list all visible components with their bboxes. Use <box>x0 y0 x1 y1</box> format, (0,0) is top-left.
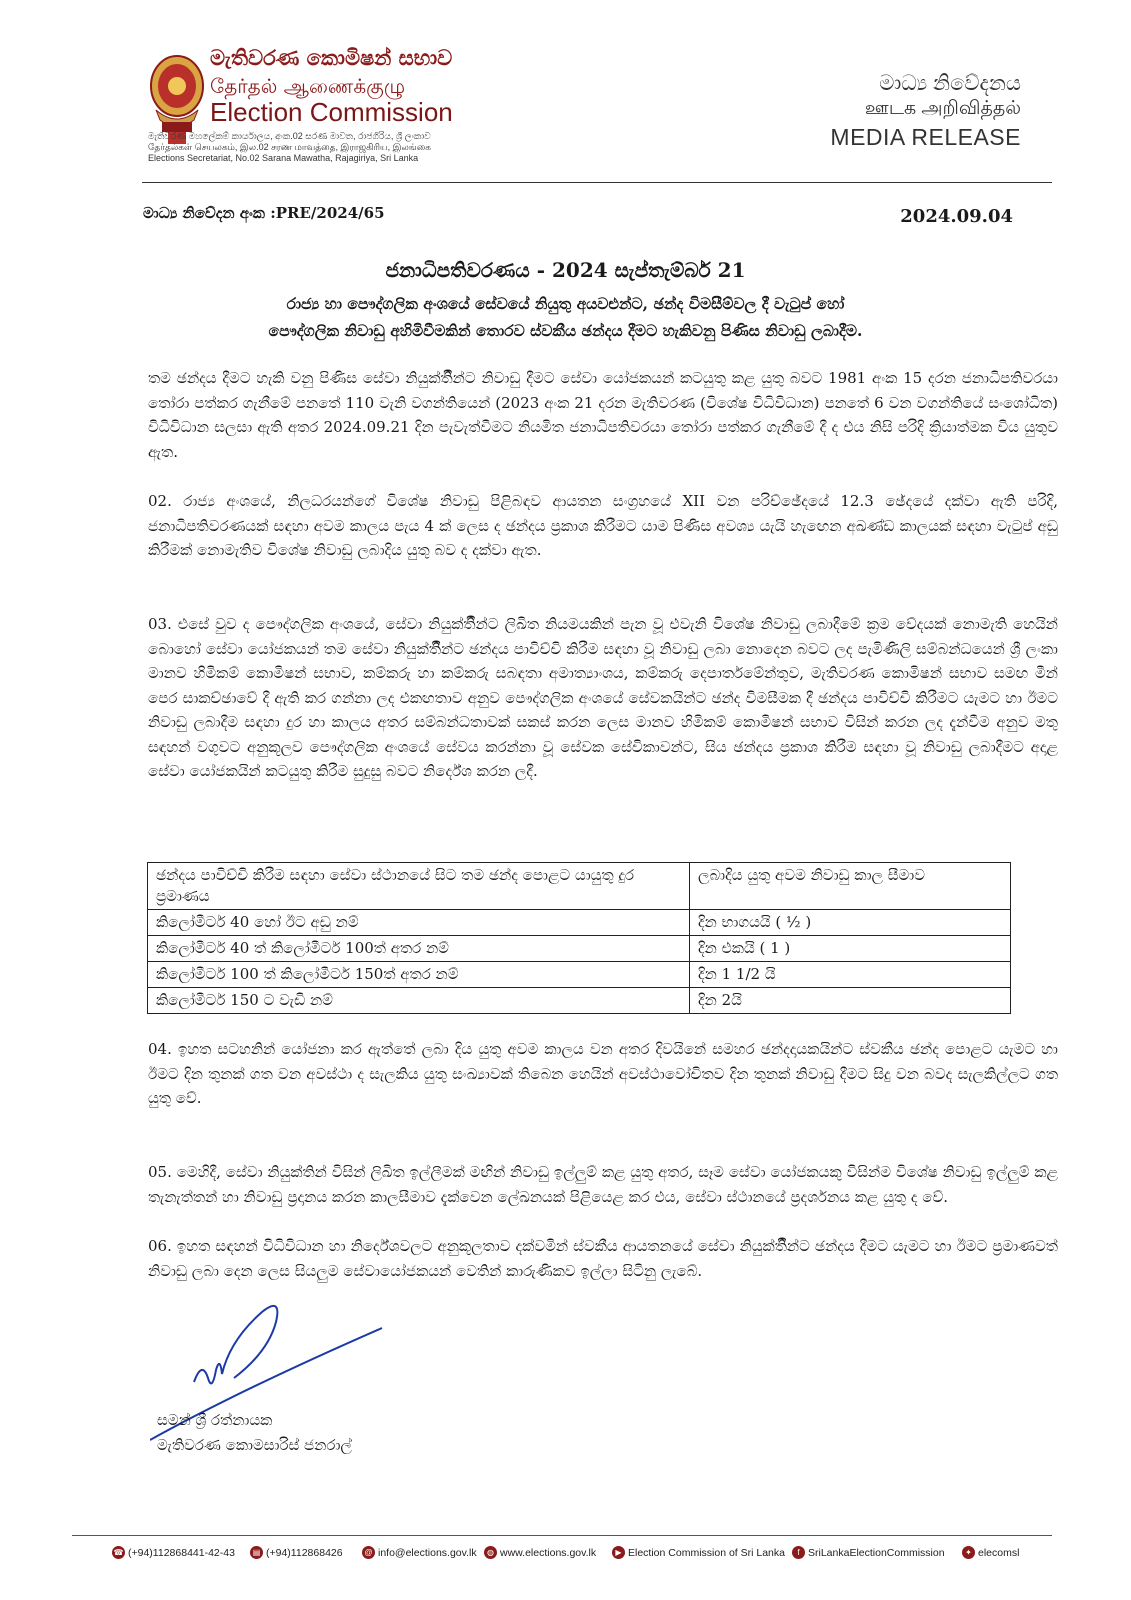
org-name-tamil: தேர்தல் ஆணைக்குழு <box>210 74 406 98</box>
footer-facebook[interactable] <box>792 1546 945 1559</box>
table-header-leave: ලබාදිය යුතු අවම නිවාඩු කාල සීමාව <box>690 863 1011 910</box>
footer-twitter[interactable] <box>962 1546 1019 1559</box>
footer-email[interactable] <box>362 1546 477 1559</box>
table-cell-leave: දින භාගයයි ( ½ ) <box>690 910 1011 936</box>
footer-fax[interactable] <box>250 1546 343 1559</box>
document-title: ජනාධිපතිවරණය - 2024 සැප්තැම්බර් 21 <box>385 258 746 282</box>
address-english: Elections Secretariat, No.02 Sarana Mawatha, Rajagiriya, Sri Lanka <box>148 153 419 163</box>
media-release-sinhala: මාධ්‍ය නිවේදනය <box>879 72 1021 95</box>
paragraph-3: 03. එසේ වුව ද පෞද්ගලික අංශයේ, සේවා නියුක්තිින්ට ලිඛිත නියමයකින් පැන වූ එවැනි විශේෂ නිවාඩු ලබාදීමේ ක්‍රම වේදයක් නොමැති හෙයින් බොහෝ සේවා යෝජකයන් තම සේවා නියුක්තිින්ට ඡන්දය පාවිච්චි කිරීම සඳහා වූ නිවාඩු ලබා නොදෙන බවට ලද පැමිණිලි සම්බන්ධයෙන් ශ්‍රී ලංකා මානව හිමිකම් කොමිෂන් සභාව, කම්කරු හා කම්කරු සබඳතා අමාත්‍යාංශය, කම්කරු දෙපාර්තමේන්තුව, මැතිවරණ කොමිෂන් සභාව සමඟ මීන් පෙර සාකච්ඡාවේ දී ඇති කර ගන්නා ලද එකඟතාව අනුව පෞද්ගලික අංශයේ සේවකයින්ට ඡන්ද විමසීමක දී ඡන්දය පාවිච්චි කිරීමට යැමට හා ඊමට නිවාඩු ලබාදීම සඳහා දුර හා කාලය අතර සම්බන්ධතාවක් සකස් කරන ලෙස මානව හිමිකම් කොමිෂන් සභාව විසින් කරන ලද දැන්වීම අනුව මතු සඳහන් වගුවට අනුකූලව පෞද්ගලික අංශයේ සේවය කරන්නා වූ සේවක සේවිකාවන්ට, සිය ඡන්දය ප්‍රකාශ කිරීම සඳහා වූ නිවාඩු ලබාදීමට අදාළ සේවා යෝජකයින් කටයුතු කිරීම සුදුසු බවට නිර්දේශ කරන ලදී. <box>148 615 1058 780</box>
twitter-icon: ✦ <box>962 1546 975 1559</box>
letterhead <box>0 0 1131 190</box>
media-release-tamil: ஊடக அறிவித்தல் <box>864 98 1021 119</box>
org-name-sinhala: මැතිවරණ කොමිෂන් සභාව <box>210 46 453 70</box>
footer-fax-text: (+94)112868426 <box>266 1546 343 1559</box>
paragraph-6: 06. ඉහත සඳහන් විධිවිධාන හා නිර්දේශවලට අනුකූලතාව දක්වමින් ස්වකීය ආයතනයේ සේවා නියුක්තිින්ට ඡන්දය දීමට යැමට හා ඊමට ප්‍රමාණවත් නිවාඩු ලබා දෙන ලෙස සියලුම සේවායෝජකයන් වෙතින් කාරුණිකව ඉල්ලා සිටිනු ලැබේ. <box>148 1237 1058 1280</box>
table-cell-leave: දින එකයි ( 1 ) <box>690 936 1011 962</box>
leave-distance-table <box>147 862 1011 1014</box>
reference-line <box>143 204 1013 227</box>
address-tamil: தேர்தல்கள் செயலகம், இல.02 சரண மாவத்தை, இராஜகிரிய, இலங்கை <box>148 142 432 152</box>
table-row <box>148 988 1011 1014</box>
footer-phone-text: (+94)112868441-42-43 <box>128 1546 235 1559</box>
table-cell-leave: දින 2යි <box>690 988 1011 1014</box>
paragraph-4: 04. ඉහත සටහනින් යෝජනා කර ඇත්තේ ලබා දිය යුතු අවම කාලය වන අතර දිවයිනේ සමහර ඡන්දදායකයින්ට ස්වකීය ඡන්ද පොළට යැමට හා ඊමට දින තුනක් ගත වන අවස්ථා ද සැලකිය යුතු සංඛ්‍යාවක් තිබෙන හෙයින් අවස්ථාවෝචිතව දින තුනක් නිවාඩු දීමට සිදු වන බවද සැලකිල්ලට ගත යුතු වේ. <box>148 1040 1058 1107</box>
footer-website[interactable] <box>484 1546 596 1559</box>
paragraph-5: 05. මෙහිදී, සේවා නියුක්තින් විසින් ලිඛිත ඉල්ලීමක් මඟින් නිවාඩු ඉල්ලුම් කළ යුතු අතර, සෑම සේවා යෝජකයකු විසින්ම විශේෂ නිවාඩු ඉල්ලුම් කළ තැනැත්තන් හා නිවාඩු ප්‍රදානය කරන කාලසීමාව දැක්වෙන ලේඛනයක් පිළියෙළ කර එය, සේවා ස්ථානයේ ප්‍රදර්ශනය කළ යුතු ද වේ. <box>148 1163 1058 1206</box>
footer-twitter-text: elecomsl <box>978 1546 1020 1559</box>
release-date: 2024.09.04 <box>900 206 1013 227</box>
document-subtitle-line1: රාජ්‍ය හා පෞද්ගලික අංශයේ සේවයේ නියුතු අයවළුන්ට, ඡන්ද විමසීම්වල දී වැටුප් හෝ <box>286 294 845 313</box>
table-row <box>148 936 1011 962</box>
table-cell-distance: කිලෝමීටර් 40 ත් කිලෝමීටර් 100ත් අතර නම් <box>148 936 690 962</box>
signer-name: සමන් ශ්‍රී රත්නායක <box>157 1411 273 1429</box>
table-cell-distance: කිලෝමීටර් 40 හෝ ඊට අඩු නම් <box>148 910 690 936</box>
phone-icon: ☎ <box>113 1548 124 1557</box>
table-row <box>148 962 1011 988</box>
address-sinhala: මැතිවරණ මහලේකම් කාර්යාලය, අංක.02 සරණ මාවත, රාජගිරිය, ශ්‍රී ලංකාව <box>148 131 431 141</box>
paragraph-2: 02. රාජ්‍ය අංශයේ, නිලධරයන්ගේ විශේෂ නිවාඩු පිළිබඳව ආයතන සංග්‍රහයේ XII වන පරිච්ඡේදයේ 12.3 ඡේදයේ දක්වා ඇති පරිදි, ජනාධිපතිවරණයක් සඳහා අවම කාලය පැය 4 ක් ලෙස ද ඡන්දය ප්‍රකාශ කිරීමට යාම පිණිස අවශ්‍ය යැයි හැඟෙන අඛණ්ඩ කාලයක් සඳහා වැටුප් අඩු කිරීමක් නොමැතිව විශේෂ නිවාඩු ලබාදිය යුතු බව ද දක්වා ඇත. <box>148 492 1058 559</box>
table-header-distance: ඡන්දය පාවිච්චි කිරීම සඳහා සේවා ස්ථානයේ සිට තම ඡන්ද පොළට යායුතු දුර ප්‍රමාණය <box>148 863 690 910</box>
table-cell-distance: කිලෝමීටර් 150 ට වැඩි නම් <box>148 988 690 1014</box>
facebook-icon: f <box>792 1546 805 1559</box>
media-release-english: MEDIA RELEASE <box>830 124 1021 150</box>
release-number: මාධ්‍ය නිවේදන අංක :PRE/2024/65 <box>143 204 385 222</box>
contact-footer <box>112 1546 1072 1566</box>
signer-title: මැතිවරණ කොමසාරිස් ජනරාල් <box>157 1436 352 1454</box>
table-cell-leave: දින 1 1/2 යි <box>690 962 1011 988</box>
footer-phone[interactable] <box>112 1546 235 1559</box>
table-row <box>148 910 1011 936</box>
document-subtitle-line2: පෞද්ගලික නිවාඩු අහිමිවීමකින් තොරව ස්වකීය ඡන්දය දීමට හැකිවනු පිණිස නිවාඩු ලබාදීම. <box>268 321 863 340</box>
org-name-english: Election Commission <box>210 97 453 127</box>
table-header-row <box>148 863 1011 910</box>
footer-youtube[interactable] <box>612 1546 785 1559</box>
footer-facebook-text: SriLankaElectionCommission <box>808 1546 945 1559</box>
header-divider <box>142 182 1052 183</box>
paragraph-1: තම ඡන්දය දීමට හැකි වනු පිණිස සේවා නියුක්තිින්ට නිවාඩු දීමට සේවා යෝජකයන් කටයුතු කළ යුතු බවට 1981 අංක 15 දරන ජනාධිපතිවරයා තෝරා පත්කර ගැනීමේ පනතේ 110 වැනි වගන්තියෙන් (2023 අංක 21 දරන මැතිවරණ (විශේෂ විධිවිධාන) පනතේ 6 වන වගන්තියේ සංශෝධිත) විධිවිධාන සලසා ඇති අතර 2024.09.21 දින පැවැත්වීමට නියමිත ජනාධිපතිවරයා තෝරා පත්කර ගැනීමේ දී ද එය නිසි පරිදි ක්‍රියාත්මක විය යුතුව ඇත. <box>148 369 1058 461</box>
globe-icon: ◍ <box>484 1546 497 1559</box>
youtube-icon: ▶ <box>612 1546 625 1559</box>
email-icon: @ <box>362 1546 375 1559</box>
footer-website-text: www.elections.gov.lk <box>500 1546 597 1559</box>
fax-icon: ▤ <box>250 1546 263 1559</box>
footer-email-text: info@elections.gov.lk <box>378 1546 477 1559</box>
table-cell-distance: කිලෝමීටර් 100 ත් කිලෝමීටර් 150ත් අතර නම් <box>148 962 690 988</box>
footer-youtube-text: Election Commission of Sri Lanka <box>628 1546 785 1559</box>
footer-divider <box>72 1535 1052 1536</box>
